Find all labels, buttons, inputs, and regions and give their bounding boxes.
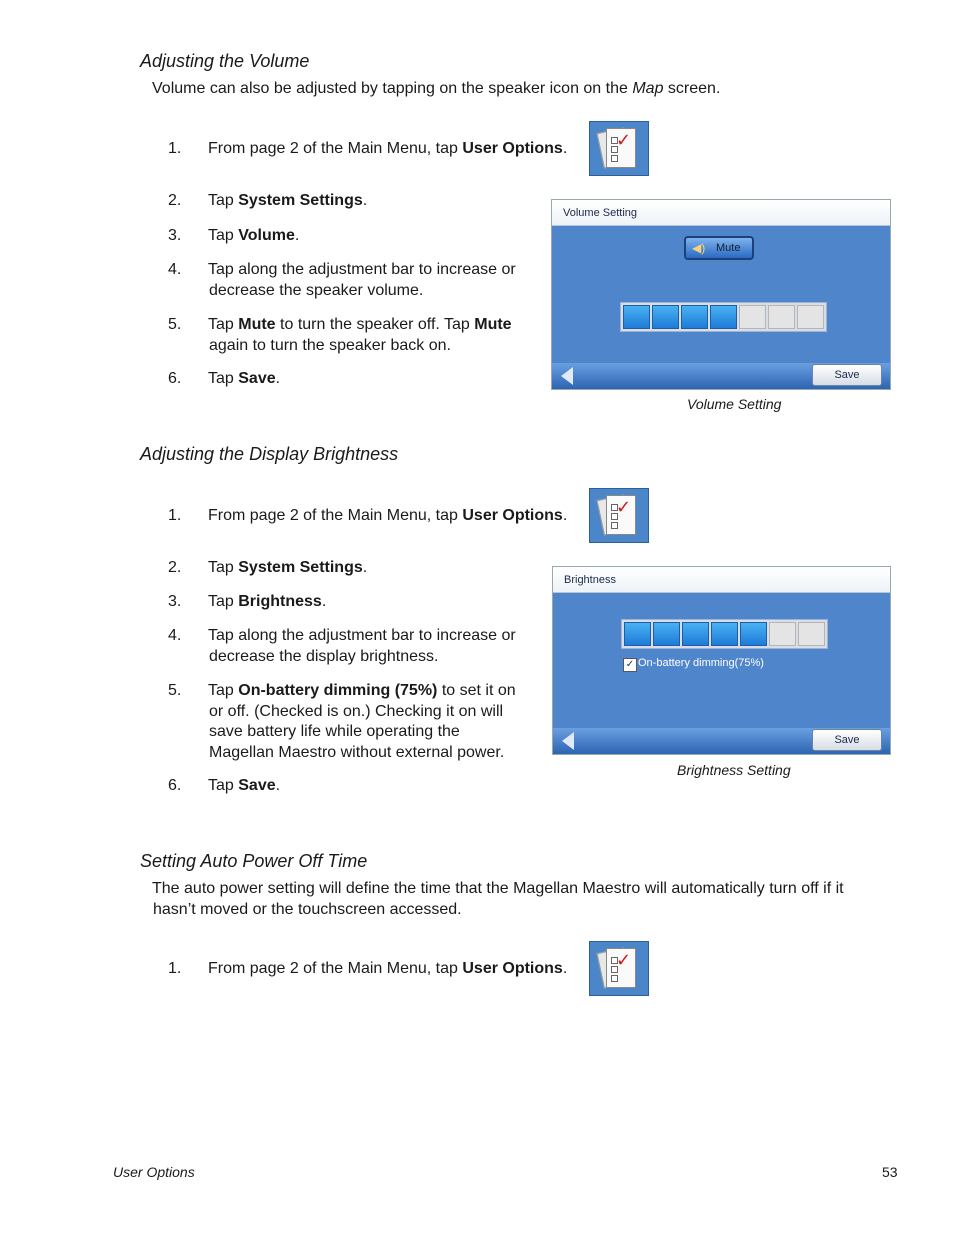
level-segment-filled[interactable] (711, 622, 738, 646)
screen-title: Volume Setting (552, 200, 890, 226)
level-segment-filled[interactable] (652, 305, 679, 329)
speaker-icon: ◀) (692, 241, 706, 255)
level-segment-empty[interactable] (739, 305, 766, 329)
user-options-icon: ✓ (589, 488, 649, 543)
on-battery-dimming-checkbox[interactable]: ✓ (623, 658, 637, 672)
step-number: 2. (168, 192, 182, 209)
save-button[interactable]: Save (812, 729, 882, 751)
step-text: From page 2 of the Main Menu, tap User Options. (208, 960, 568, 977)
step-text: Tap Volume. (208, 227, 300, 244)
step-text: Tap Save. (208, 777, 281, 794)
step-number: 3. (168, 227, 182, 244)
step-text: From page 2 of the Main Menu, tap User Options. (208, 507, 568, 524)
step-number: 5. (168, 316, 182, 333)
on-battery-dimming-label: On-battery dimming(75%) (638, 657, 764, 669)
volume-adjustment-bar[interactable] (620, 302, 827, 332)
footer-section-name: User Options (113, 1164, 195, 1180)
level-segment-filled[interactable] (623, 305, 650, 329)
step-text: Tap Save. (208, 370, 281, 387)
level-segment-filled[interactable] (653, 622, 680, 646)
step-number: 4. (168, 261, 182, 278)
step-text: Tap System Settings. (208, 192, 368, 209)
back-arrow-icon[interactable] (562, 732, 574, 750)
step-text: Tap along the adjustment bar to increase or decrease the speaker volume. (208, 261, 516, 299)
step-text: Tap On-battery dimming (75%) to set it on or off. (Checked is on.) Checking it on will save battery life while operating the Magellan Maestro without external power. (208, 682, 516, 761)
auto-power-intro: The auto power setting will define the time that the Magellan Maestro will automatically turn off if it hasn’t moved or the touchscreen accessed. (152, 880, 844, 918)
screen-footer (553, 728, 890, 754)
section-heading-auto-power-off: Setting Auto Power Off Time (140, 851, 368, 871)
level-segment-empty[interactable] (768, 305, 795, 329)
level-segment-filled[interactable] (682, 622, 709, 646)
level-segment-filled[interactable] (681, 305, 708, 329)
volume-setting-screenshot (551, 199, 891, 390)
screen-footer (552, 363, 890, 389)
brightness-adjustment-bar[interactable] (621, 619, 828, 649)
mute-button[interactable] (684, 236, 754, 260)
user-options-icon: ✓ (589, 121, 649, 176)
back-arrow-icon[interactable] (561, 367, 573, 385)
step-text: From page 2 of the Main Menu, tap User Options. (208, 140, 568, 157)
mute-label: Mute (716, 242, 741, 254)
step-number: 6. (168, 777, 182, 794)
step-text: Tap Brightness. (208, 593, 327, 610)
step-number: 5. (168, 682, 182, 699)
step-number: 1. (168, 507, 182, 524)
section-heading-volume: Adjusting the Volume (140, 51, 310, 71)
page-number: 53 (882, 1164, 898, 1180)
screen-title: Brightness (553, 567, 890, 593)
level-segment-filled[interactable] (624, 622, 651, 646)
level-segment-empty[interactable] (769, 622, 796, 646)
user-options-icon: ✓ (589, 941, 649, 996)
save-button[interactable]: Save (812, 364, 882, 386)
volume-intro: Volume can also be adjusted by tapping on the speaker icon on the Map screen. (152, 80, 721, 97)
step-number: 3. (168, 593, 182, 610)
step-number: 6. (168, 370, 182, 387)
level-segment-empty[interactable] (798, 622, 825, 646)
figure-caption: Volume Setting (687, 396, 782, 412)
step-number: 1. (168, 960, 182, 977)
section-heading-brightness: Adjusting the Display Brightness (140, 444, 399, 464)
step-text: Tap System Settings. (208, 559, 368, 576)
level-segment-filled[interactable] (740, 622, 767, 646)
step-number: 4. (168, 627, 182, 644)
brightness-setting-screenshot (552, 566, 891, 755)
level-segment-filled[interactable] (710, 305, 737, 329)
level-segment-empty[interactable] (797, 305, 824, 329)
step-number: 1. (168, 140, 182, 157)
step-number: 2. (168, 559, 182, 576)
step-text: Tap along the adjustment bar to increase or decrease the display brightness. (208, 627, 516, 665)
figure-caption: Brightness Setting (677, 762, 791, 778)
step-text: Tap Mute to turn the speaker off. Tap Mute again to turn the speaker back on. (208, 316, 512, 354)
